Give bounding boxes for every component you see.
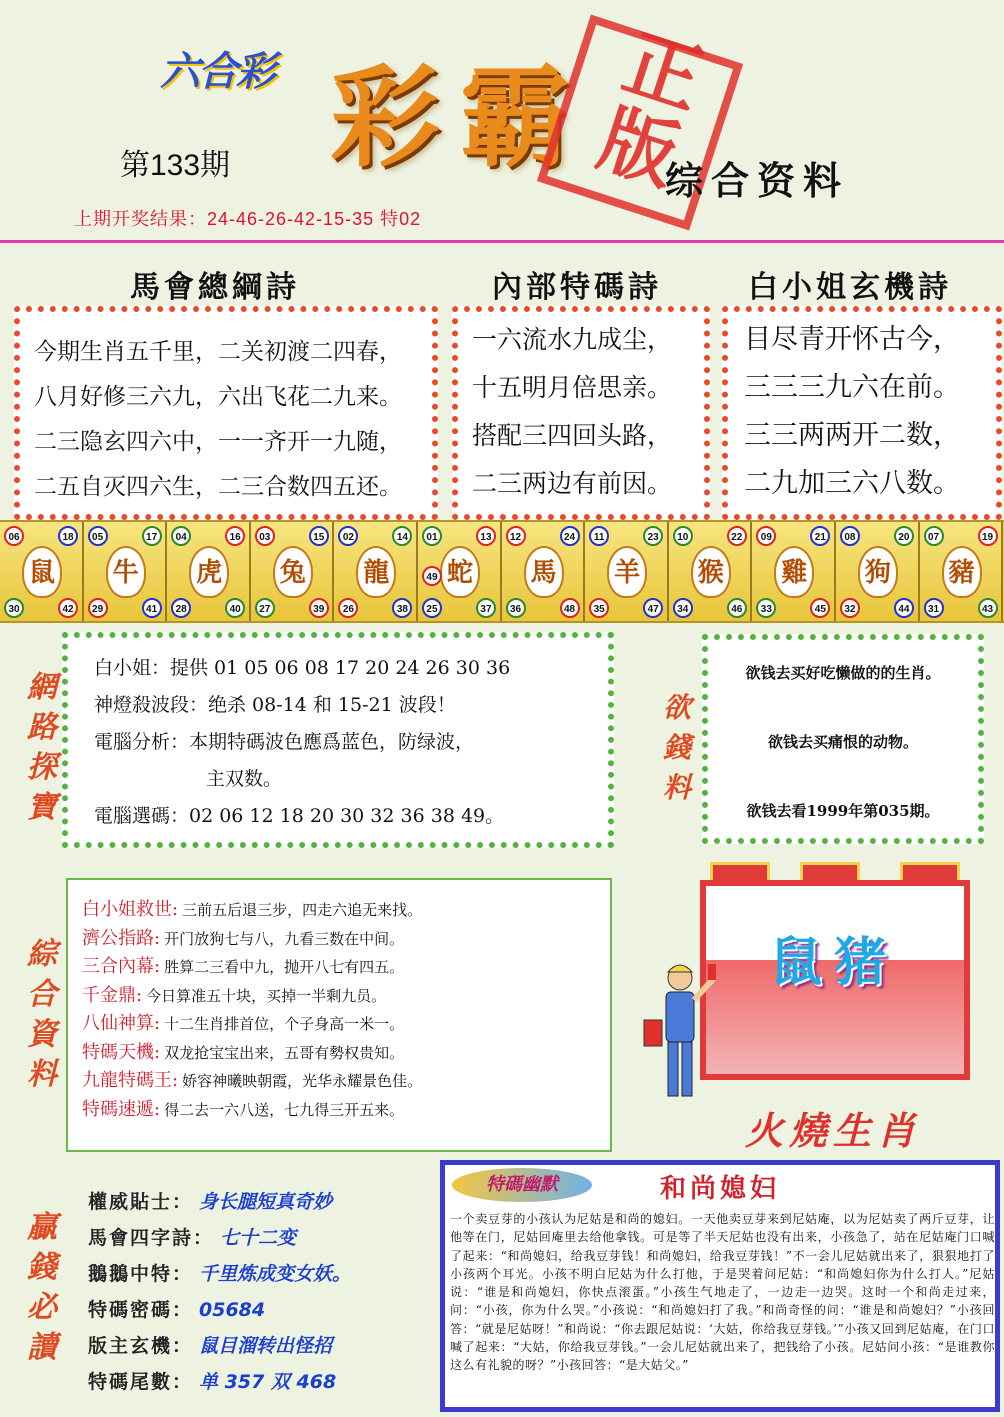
zodiac-number-ball: 47 — [643, 598, 663, 618]
synthesis-key: 九龍特碼王: — [82, 1070, 179, 1091]
label-char: 錢 — [662, 731, 691, 764]
net-treasure-box — [62, 632, 614, 848]
must-read-value: 单 357 双 468 — [199, 1371, 337, 1393]
zodiac-number-ball: 03 — [255, 526, 275, 546]
synthesis-key: 特碼速遞: — [82, 1098, 161, 1120]
zodiac-number-ball: 09 — [756, 526, 776, 546]
poem-line: 二三隐玄四六中，一一齐开一九随， — [34, 429, 402, 455]
label-char: 合 — [27, 977, 57, 1012]
info-line: 電腦選碼：02 06 12 18 20 30 32 36 38 49。 — [94, 805, 505, 827]
must-read-row — [88, 1256, 351, 1292]
zodiac-animal-icon: 豬 — [942, 546, 982, 598]
joke-tag: 特碼幽默 — [452, 1168, 592, 1202]
must-read-key: 特碼尾數： — [88, 1371, 194, 1393]
zodiac-number-ball: 25 — [422, 598, 442, 618]
poem-box-1 — [14, 306, 438, 520]
zodiac-number-ball: 45 — [810, 598, 830, 618]
zodiac-number-ball: 05 — [88, 526, 108, 546]
synthesis-key: 千金鼎: — [82, 984, 143, 1006]
money-line: 欲钱去买痛恨的动物。 — [767, 733, 918, 751]
synthesis-value: 双龙抢宝宝出来，五哥有勢权贵知。 — [164, 1043, 405, 1062]
subtitle: 综合资料 — [665, 158, 850, 203]
label-char: 錢 — [27, 1250, 57, 1285]
money-line: 欲钱去买好吃懒做的的生肖。 — [745, 664, 941, 682]
joke-title: 和尚媳妇 — [660, 1174, 781, 1204]
zodiac-animal-icon: 蛇 — [440, 546, 480, 598]
zodiac-number-ball: 14 — [392, 526, 412, 546]
zodiac-cell — [418, 522, 502, 621]
zodiac-number-ball: 35 — [589, 598, 609, 618]
must-read-value: 鼠目溜转出怪招 — [199, 1335, 333, 1357]
label-char: 網 — [27, 670, 57, 705]
zodiac-cell — [585, 522, 669, 621]
must-read-list — [88, 1184, 351, 1400]
label-char: 料 — [662, 771, 691, 804]
zodiac-cell — [502, 522, 586, 621]
zodiac-number-ball: 12 — [506, 526, 526, 546]
must-read-key: 版主玄機： — [88, 1335, 194, 1357]
synthesis-row — [82, 896, 610, 925]
synthesis-box — [66, 878, 612, 1152]
label-char: 綜 — [27, 937, 57, 972]
zodiac-cell — [251, 522, 335, 621]
zodiac-animal-icon: 猴 — [691, 546, 731, 598]
zodiac-number-ball: 23 — [643, 526, 663, 546]
synthesis-value: 十二生肖排首位，个子身高一米一。 — [164, 1015, 405, 1033]
zodiac-number-ball: 41 — [142, 598, 162, 618]
synthesis-row — [82, 1039, 610, 1068]
must-read-row — [88, 1328, 351, 1364]
poem-line: 三三三九六在前。 — [744, 372, 960, 403]
zodiac-animal-icon: 羊 — [607, 546, 647, 598]
zodiac-number-ball: 29 — [88, 598, 108, 618]
info-line: 主双数。 — [206, 768, 283, 790]
poem-line: 搭配三四回头路， — [472, 421, 673, 450]
zodiac-animal-icon: 龍 — [356, 546, 396, 598]
zodiac-cell — [752, 522, 836, 621]
must-read-key: 特碼密碼： — [88, 1299, 194, 1321]
poem-box-2 — [452, 306, 710, 520]
painter-caption: 火燒生肖 — [745, 1108, 922, 1153]
label-char: 路 — [27, 710, 57, 745]
last-result: 上期开奖结果：24-46-26-42-15-35 特02 — [74, 209, 422, 229]
zodiac-animal-icon: 虎 — [189, 546, 229, 598]
zodiac-number-ball: 30 — [4, 598, 24, 618]
stamp-text: 正版 — [588, 17, 714, 202]
issue-number: 第133期 — [120, 149, 231, 182]
synthesis-row — [82, 1096, 610, 1125]
poem-title-2: 內部特碼詩 — [492, 270, 662, 305]
zodiac-animal-icon: 狗 — [858, 546, 898, 598]
zodiac-number-ball: 08 — [840, 526, 860, 546]
must-read-key: 權威貼士： — [88, 1191, 194, 1213]
info-line: 神燈殺波段：绝杀 08-14 和 15-21 波段！ — [94, 694, 456, 716]
zodiac-number-ball: 46 — [727, 598, 747, 618]
section-label-synthesis — [22, 935, 62, 1095]
zodiac-animal-icon: 馬 — [524, 546, 564, 598]
poem-line: 二九加三六八数。 — [744, 468, 960, 499]
label-char: 探 — [27, 750, 57, 785]
divider — [0, 240, 1004, 243]
zodiac-number-ball: 10 — [673, 526, 693, 546]
section-label-money — [660, 688, 694, 808]
zodiac-animal-icon: 鼠 — [22, 546, 62, 598]
poem-title-1: 馬會總綱詩 — [130, 270, 300, 305]
synthesis-value: 开门放狗七与八，九看三数在中间。 — [164, 929, 405, 948]
synthesis-value: 娇容神曦映朝霞，光华永耀景色佳。 — [182, 1072, 423, 1090]
zodiac-number-ball: 40 — [225, 598, 245, 618]
zodiac-number-ball: 48 — [560, 598, 580, 618]
zodiac-number-ball: 19 — [978, 526, 998, 546]
synthesis-value: 得二去一六八送，七九得三开五来。 — [164, 1100, 405, 1119]
poem-title-3: 白小姐玄機詩 — [748, 270, 952, 305]
section-label-net — [22, 668, 62, 828]
label-char: 資 — [27, 1017, 57, 1052]
info-line: 電腦分析：本期特碼波色應爲蓝色，防绿波， — [94, 731, 475, 753]
zodiac-number-ball: 02 — [338, 526, 358, 546]
zodiac-animal-icon: 兔 — [273, 546, 313, 598]
wall-text: 鼠猪 — [770, 932, 899, 993]
must-read-row — [88, 1184, 351, 1220]
zodiac-number-ball: 17 — [142, 526, 162, 546]
must-read-row — [88, 1220, 351, 1256]
joke-text: 一个卖豆芽的小孩认为尼姑是和尚的媳妇。一天他卖豆芽来到尼姑庵，以为尼姑卖了两斤豆芽，让他等在门，尼姑回庵里去给他拿钱。可是等了半天尼姑也没有出来，小孩急了，站在尼姑庵门口喊了起来：“和尚媳妇，给我豆芽钱！和尚媳妇，给我豆芽钱！”不一会儿尼姑就出来了，狠狠地打了小孩两个耳光。小孩不明白尼姑为什么打他，于是哭着问尼姑：“和尚媳妇你为什么打人。”尼姑说：“谁是和尚媳妇，你快点滚蛋。”小孩生气地走了，一边走一边哭。这时一个和尚走过来，问：“小孩，你为什么哭。”小孩说：“和尚媳妇打了我。”和尚奇怪的问：“谁是和尚媳妇？”小孩回答：“就是尼姑呀！”和尚说：“你去跟尼姑说：‘大姑，你给我豆芽钱。’”小孩又回到尼姑庵，在门口喊了起来：“大姑，你给我豆芽钱。”一会儿尼姑就出来了，把钱给了小孩。尼姑问小孩：“是谁教你这么有礼貌的呀？”小孩回答：“是大姑父。” — [450, 1212, 995, 1373]
logo-title: 彩霸 — [330, 53, 590, 182]
zodiac-number-ball: 18 — [58, 526, 78, 546]
synthesis-key: 白小姐救世: — [82, 899, 179, 920]
synthesis-row — [82, 925, 610, 954]
zodiac-cell — [334, 522, 418, 621]
poem-box-3 — [722, 306, 1002, 520]
zodiac-number-ball: 49 — [422, 566, 442, 586]
zodiac-number-ball: 36 — [506, 598, 526, 618]
zodiac-cell — [0, 522, 84, 621]
zodiac-number-ball: 13 — [476, 526, 496, 546]
section-label-must-read — [22, 1208, 62, 1368]
zodiac-cell — [669, 522, 753, 621]
zodiac-number-ball: 22 — [727, 526, 747, 546]
poem-line: 二三两边有前因。 — [472, 469, 673, 498]
zodiac-number-ball: 07 — [924, 526, 944, 546]
must-read-value: 身长腿短真奇妙 — [199, 1191, 333, 1213]
zodiac-number-ball: 37 — [476, 598, 496, 618]
must-read-row — [88, 1292, 351, 1328]
zodiac-cell — [920, 522, 1004, 621]
zodiac-number-ball: 42 — [58, 598, 78, 618]
money-line: 欲钱去看1999年第035期。 — [746, 802, 940, 820]
synthesis-value: 三前五后退三步，四走六追无来找。 — [182, 901, 423, 919]
info-line: 白小姐：提供 01 05 06 08 17 20 24 26 30 36 — [94, 657, 511, 679]
label-char: 讀 — [27, 1330, 57, 1365]
zodiac-number-ball: 27 — [255, 598, 275, 618]
synthesis-row — [82, 1010, 610, 1039]
synthesis-key: 八仙神算: — [82, 1013, 161, 1034]
zodiac-number-ball: 04 — [171, 526, 191, 546]
zodiac-number-ball: 43 — [978, 598, 998, 618]
synthesis-row — [82, 1067, 610, 1096]
zodiac-number-ball: 31 — [924, 598, 944, 618]
must-read-key: 鵝鵝中特： — [88, 1263, 194, 1285]
synthesis-value: 今日算准五十块，买掉一半剩九员。 — [146, 986, 387, 1005]
label-char: 贏 — [27, 1210, 57, 1245]
poem-line: 二五自灭四六生，二三合数四五还。 — [34, 474, 402, 500]
zodiac-cell — [167, 522, 251, 621]
synthesis-key: 三合內幕: — [82, 956, 161, 977]
zodiac-number-ball: 21 — [810, 526, 830, 546]
must-read-value: 05684 — [199, 1299, 266, 1321]
zodiac-number-ball: 32 — [840, 598, 860, 618]
zodiac-number-ball: 01 — [422, 526, 442, 546]
poem-line: 十五明月倍思亲。 — [472, 373, 673, 402]
zodiac-animal-icon: 牛 — [106, 546, 146, 598]
synthesis-key: 濟公指路: — [82, 927, 161, 949]
zodiac-number-ball: 06 — [4, 526, 24, 546]
poem-line: 三三两两开二数， — [744, 420, 960, 451]
label-char: 寶 — [27, 790, 57, 825]
synthesis-row — [82, 982, 610, 1011]
zodiac-strip — [0, 520, 1004, 623]
zodiac-animal-icon: 雞 — [774, 546, 814, 598]
zodiac-number-ball: 38 — [392, 598, 412, 618]
synthesis-value: 胜算二三看中九，抛开八七有四五。 — [164, 958, 405, 976]
zodiac-number-ball: 26 — [338, 598, 358, 618]
poem-line: 八月好修三六九，六出飞花二九来。 — [34, 384, 402, 410]
synthesis-key: 特碼天機: — [82, 1041, 161, 1063]
synthesis-row — [82, 953, 610, 982]
zodiac-number-ball: 24 — [560, 526, 580, 546]
zodiac-cell — [84, 522, 168, 621]
painter-illustration — [640, 960, 720, 1110]
zodiac-number-ball: 39 — [309, 598, 329, 618]
poem-line: 一六流水九成尘， — [472, 325, 673, 354]
label-char: 必 — [27, 1290, 57, 1325]
poem-line: 今期生肖五千里，二关初渡二四春， — [34, 339, 402, 365]
must-read-value: 千里炼成变女妖。 — [199, 1263, 352, 1285]
logo-small: 六合彩 — [160, 49, 274, 95]
must-read-row — [88, 1364, 351, 1400]
zodiac-number-ball: 15 — [309, 526, 329, 546]
label-char: 料 — [27, 1057, 57, 1092]
must-read-key: 馬會四字詩： — [88, 1227, 215, 1249]
zodiac-number-ball: 44 — [894, 598, 914, 618]
zodiac-number-ball: 34 — [673, 598, 693, 618]
zodiac-number-ball: 11 — [589, 526, 609, 546]
zodiac-number-ball: 16 — [225, 526, 245, 546]
zodiac-number-ball: 20 — [894, 526, 914, 546]
label-char: 欲 — [662, 691, 691, 724]
must-read-value: 七十二变 — [220, 1227, 297, 1249]
money-box — [702, 634, 984, 844]
zodiac-number-ball: 28 — [171, 598, 191, 618]
zodiac-number-ball: 33 — [756, 598, 776, 618]
zodiac-cell — [836, 522, 920, 621]
poem-line: 目尽青开怀古今， — [744, 324, 960, 355]
